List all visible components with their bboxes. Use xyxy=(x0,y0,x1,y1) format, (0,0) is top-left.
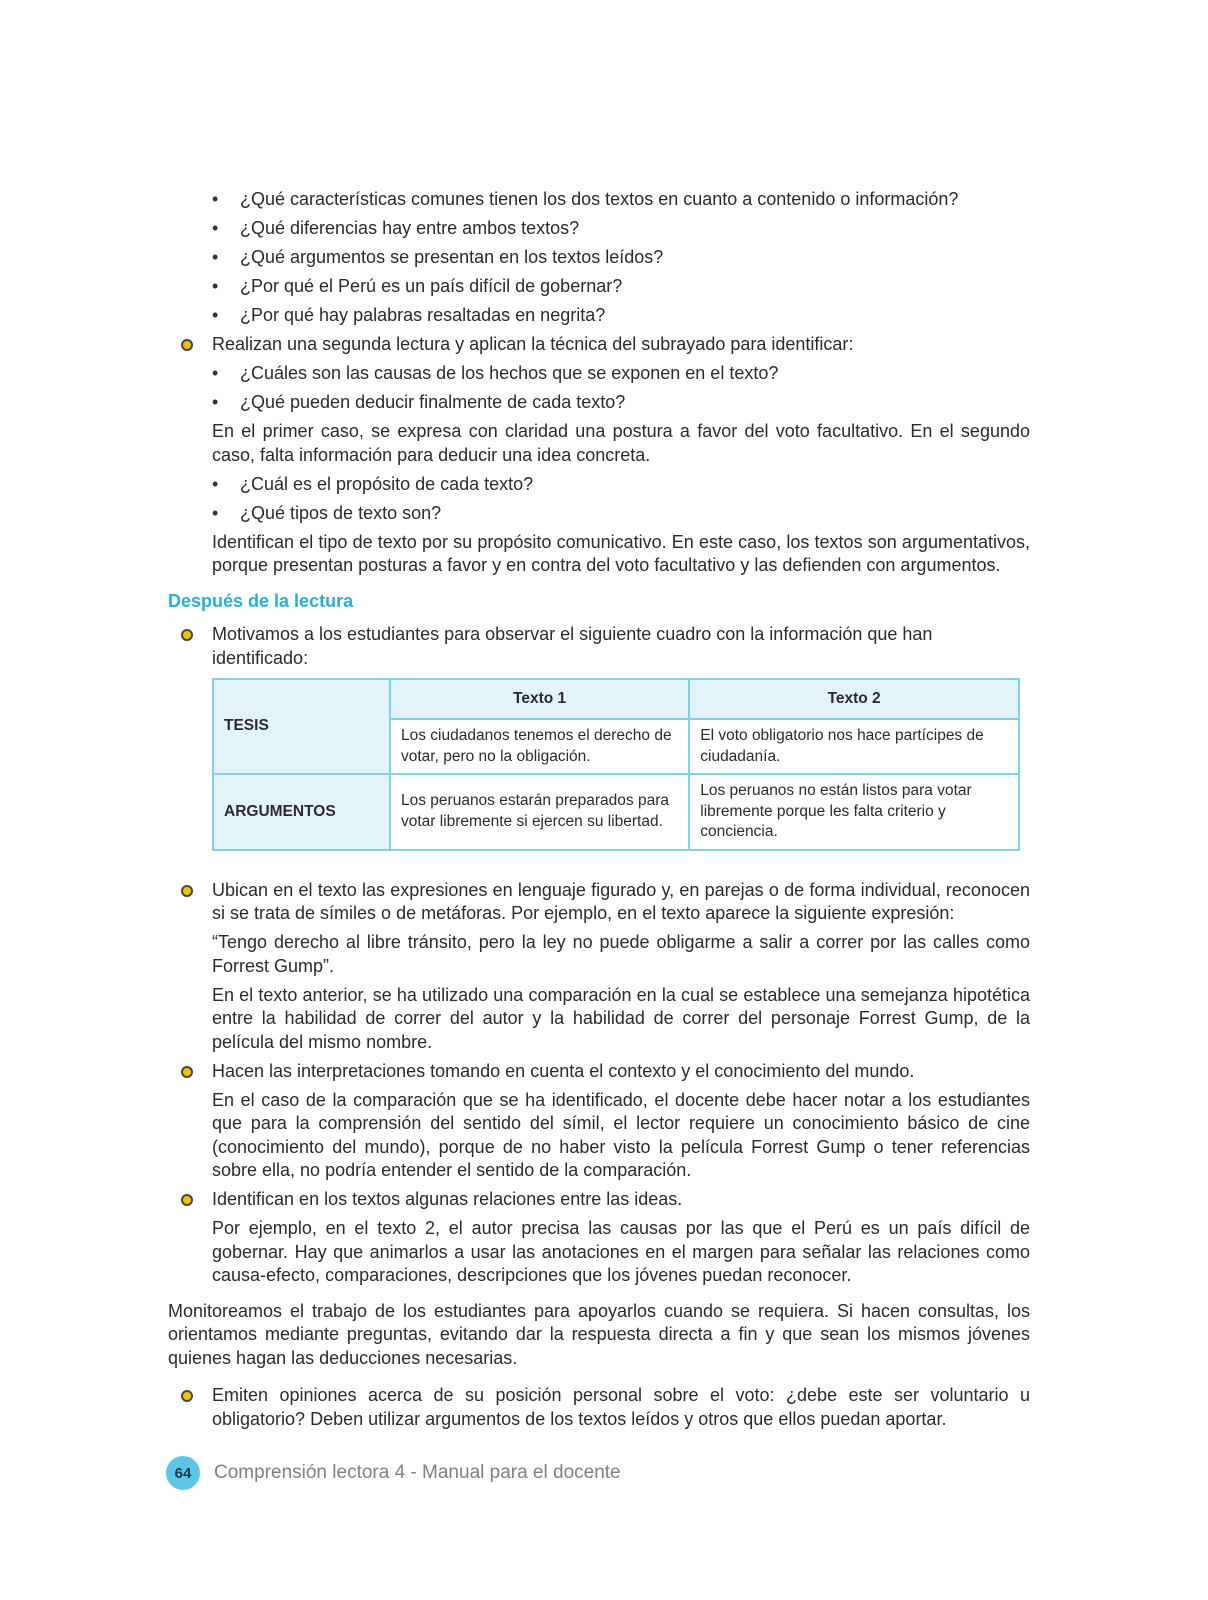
circle-bullet-icon xyxy=(181,629,193,641)
circle-bullet-icon xyxy=(181,339,193,351)
page-content xyxy=(168,188,1030,1437)
question-list-3 xyxy=(212,473,1030,526)
activity-ubican xyxy=(168,879,1030,926)
table-cell: Los peruanos estarán preparados para votar libremente si ejercen su libertad. xyxy=(390,774,689,850)
list-item: • ¿Qué tipos de texto son? xyxy=(212,502,1030,526)
footer-title: Comprensión lectora 4 - Manual para el docente xyxy=(214,1462,621,1483)
activity-emiten xyxy=(168,1384,1030,1431)
comparison-table xyxy=(212,678,1020,851)
table-header-row xyxy=(213,679,1019,719)
circle-bullet-icon xyxy=(181,1194,193,1206)
paragraph-monitoreamos: Monitoreamos el trabajo de los estudiantes para apoyarlos cuando se requiera. Si hacen consultas, los orientamos mediante preguntas, evitando dar la respuesta directa a fin y que sean los mismos jóvenes quienes hagan las deducciones necesarias. xyxy=(168,1300,1030,1368)
activity-text: Motivamos a los estudiantes para observar el siguiente cuadro con la información que han identificado: xyxy=(212,624,933,668)
list-item: • ¿Por qué el Perú es un país difícil de gobernar? xyxy=(212,275,1030,299)
activity-text: Hacen las interpretaciones tomando en cuenta el contexto y el conocimiento del mundo. xyxy=(212,1060,915,1081)
question-list-2 xyxy=(212,362,1030,415)
list-item: • ¿Cuál es el propósito de cada texto? xyxy=(212,473,1030,497)
paragraph-primer-caso: En el primer caso, se expresa con claridad una postura a favor del voto facultativo. En el segundo caso, falta información para deducir una idea concreta. xyxy=(212,421,1030,465)
list-item: • ¿Qué características comunes tienen los dos textos en cuanto a contenido o información? xyxy=(212,188,1030,212)
list-item: • ¿Qué diferencias hay entre ambos textos? xyxy=(212,217,1030,241)
circle-bullet-icon xyxy=(181,1066,193,1078)
circle-bullet-icon xyxy=(181,885,193,897)
paragraph-ejemplo-texto-2: Por ejemplo, en el texto 2, el autor precisa las causas por las que el Perú es un país difícil de gobernar. Hay que animarlos a usar las anotaciones en el margen para señalar las relaciones como causa-efecto, comparaciones, descripciones que los jóvenes puedan reconocer. xyxy=(212,1218,1030,1285)
activity-text: Identifican en los textos algunas relaciones entre las ideas. xyxy=(212,1189,683,1209)
paragraph-tipo-texto: Identifican el tipo de texto por su propósito comunicativo. En este caso, los textos son argumentativos, porque presentan posturas a favor y en contra del voto facultativo y las defienden con argumentos. xyxy=(212,531,1030,575)
column-header-texto-1: Texto 1 xyxy=(390,679,689,719)
section-heading: Después de la lectura xyxy=(168,590,354,611)
row-label-argumentos: ARGUMENTOS xyxy=(213,774,390,850)
page-footer xyxy=(166,1455,621,1491)
list-item: • ¿Cuáles son las causas de los hechos que se exponen en el texto? xyxy=(212,362,1030,386)
activity-text: Emiten opiniones acerca de su posición personal sobre el voto: ¿debe este ser voluntario u obligatorio? Deben utilizar argumentos de los textos leídos y otros que ellos puedan aportar. xyxy=(212,1385,1030,1429)
activity-second-reading xyxy=(168,333,1030,357)
activity-interpretaciones xyxy=(168,1060,1030,1084)
activity-text: Realizan una segunda lectura y aplican la técnica del subrayado para identificar: xyxy=(212,334,854,354)
table-row xyxy=(213,774,1019,850)
table-cell: Los ciudadanos tenemos el derecho de votar, pero no la obligación. xyxy=(390,719,689,774)
quote-forrest-gump: “Tengo derecho al libre tránsito, pero la ley no puede obligarme a salir a correr por las calles como Forrest Gump”. xyxy=(212,932,1030,976)
list-item: • ¿Por qué hay palabras resaltadas en negrita? xyxy=(212,304,1030,328)
question-list-1 xyxy=(212,188,1030,328)
paragraph-comparacion: En el texto anterior, se ha utilizado una comparación en la cual se establece una semejanza hipotética entre la habilidad de correr del autor y la habilidad de correr del personaje Forrest Gump, de la película del mismo nombre. xyxy=(212,984,1030,1052)
table-cell: Los peruanos no están listos para votar libremente porque les falta criterio y conciencia. xyxy=(689,774,1019,850)
activity-relaciones xyxy=(168,1188,1030,1212)
activity-text: Ubican en el texto las expresiones en lenguaje figurado y, en parejas o de forma individual, reconocen si se trata de símiles o de metáforas. Por ejemplo, en el texto aparece la siguiente expresión: xyxy=(212,879,1030,923)
column-header-texto-2: Texto 2 xyxy=(689,679,1019,719)
activity-motivamos xyxy=(168,623,1030,670)
circle-bullet-icon xyxy=(181,1390,193,1402)
list-item: • ¿Qué argumentos se presentan en los textos leídos? xyxy=(212,246,1030,270)
paragraph-caso-comparacion: En el caso de la comparación que se ha identificado, el docente debe hacer notar a los estudiantes que para la comprensión del sentido del símil, el lector requiere un conocimiento básico de cine (conocimiento del mundo), porque de no haber visto la película Forrest Gump o tener referencias sobre ella, no podría entender el sentido de la comparación. xyxy=(212,1089,1030,1180)
table-cell: El voto obligatorio nos hace partícipes de ciudadanía. xyxy=(689,719,1019,774)
list-item: • ¿Qué pueden deducir finalmente de cada texto? xyxy=(212,391,1030,415)
row-label-tesis: TESIS xyxy=(213,679,390,774)
page-number-badge: 64 xyxy=(166,1456,200,1490)
